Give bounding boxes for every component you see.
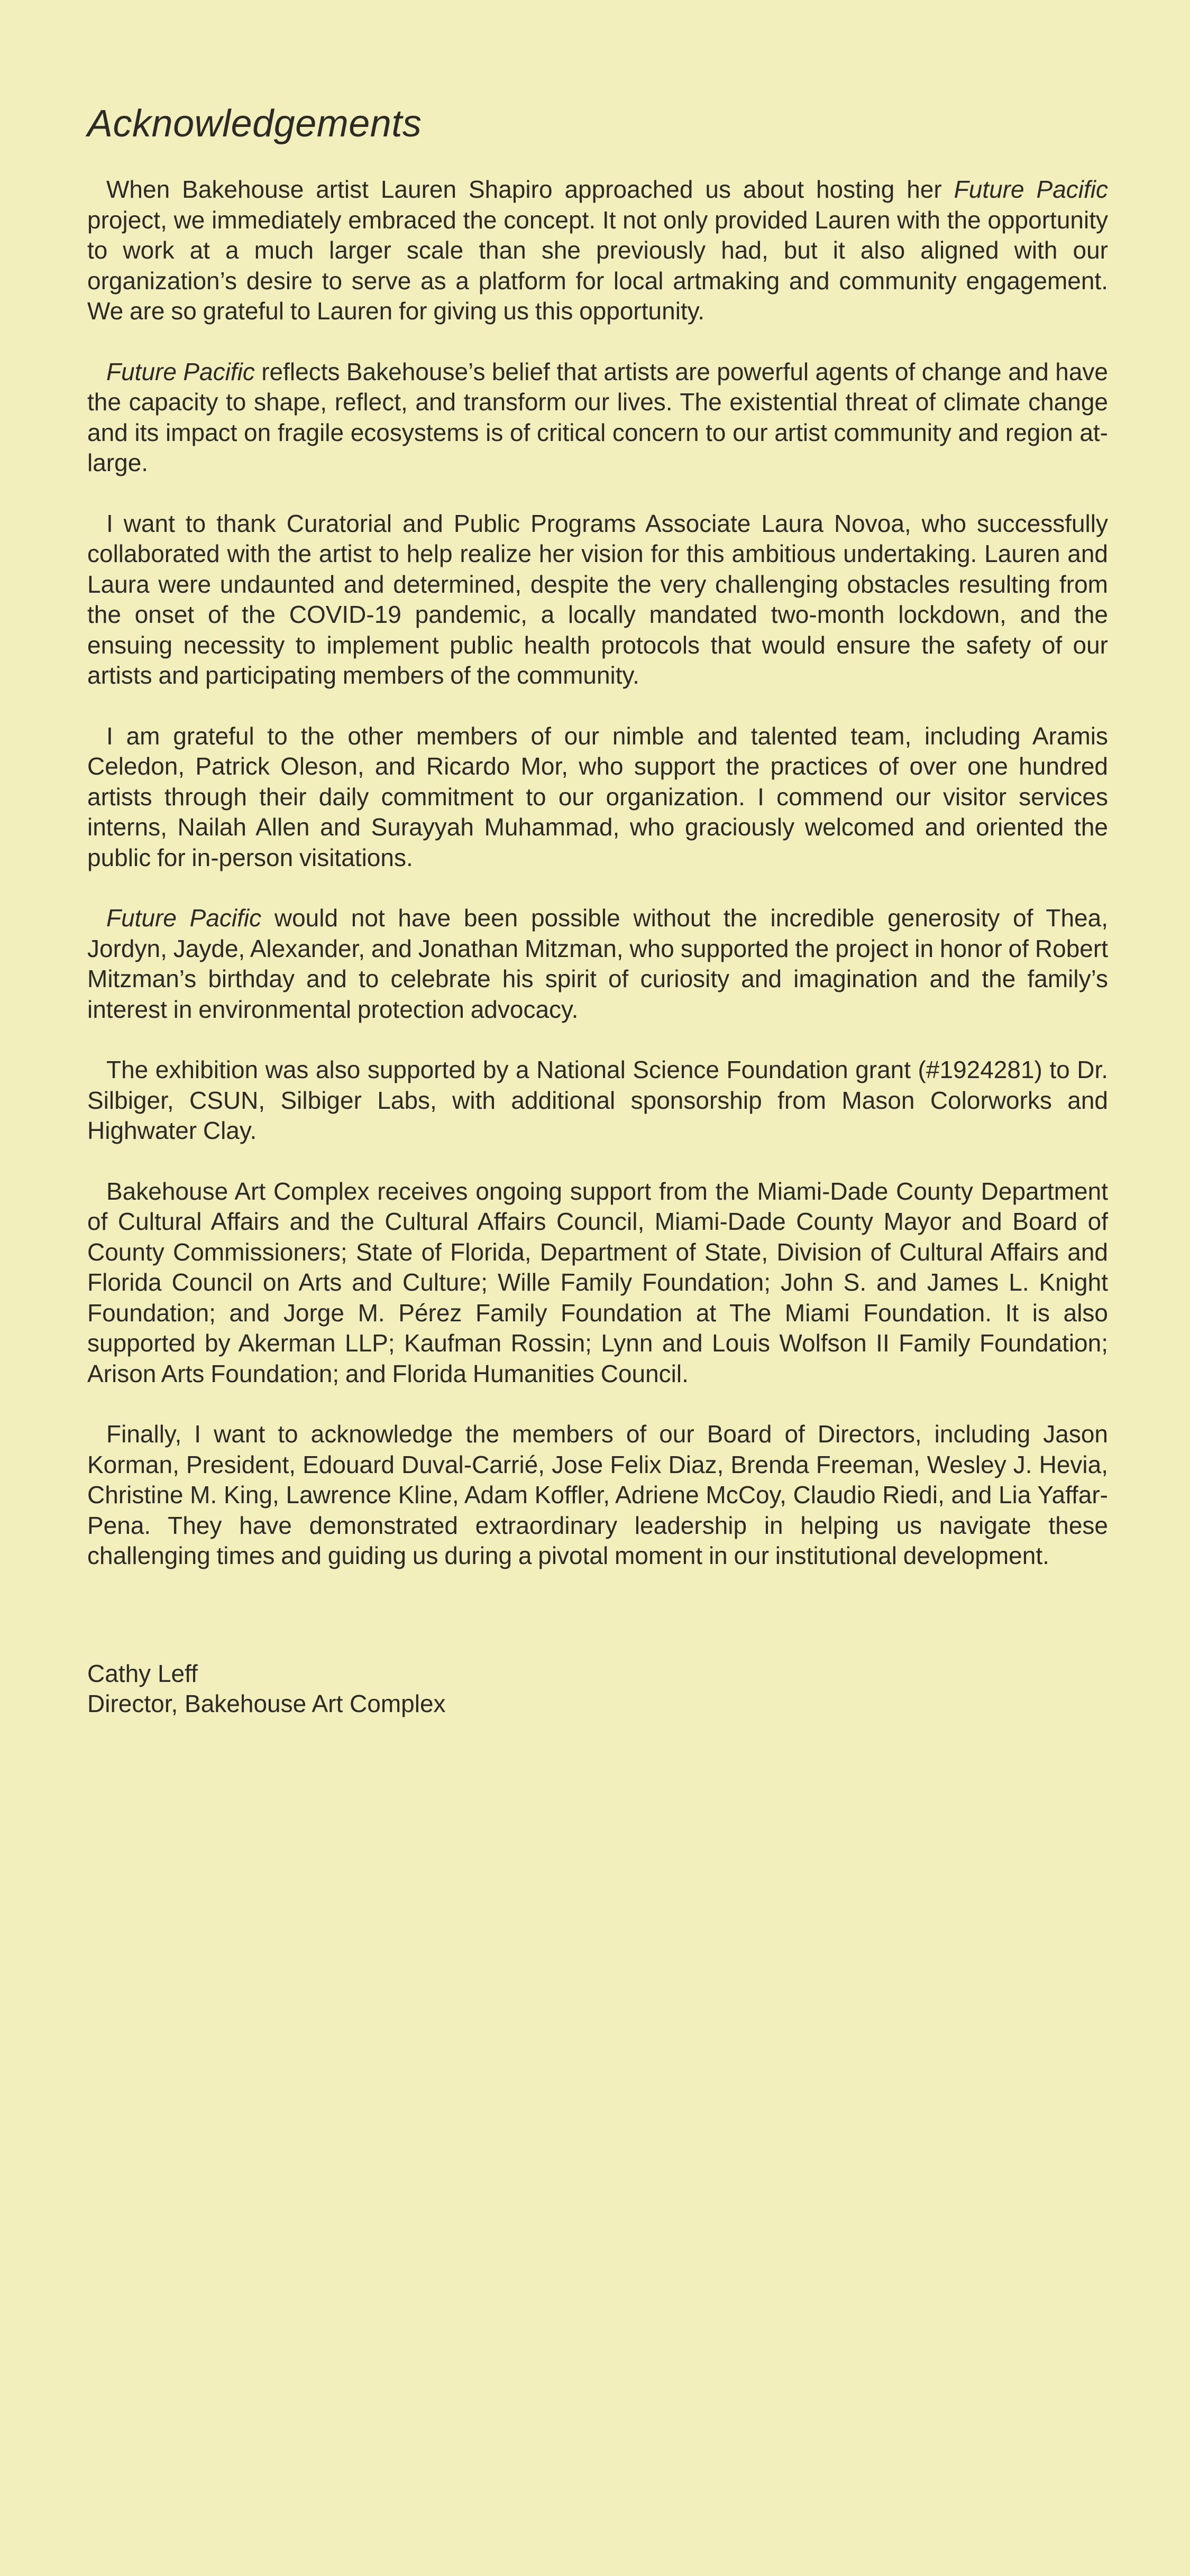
paragraph-3: I want to thank Curatorial and Public Programs Associate Laura Novoa, who successfully collaborated with the artist to help realize her vision for this ambitious undertaking. Lauren and Laura were undaunted and determined, despite the very challenging obstacles resulting from the onset of the COVID-19 pandemic, a locally mandated two-month lockdown, and the ensuing necessity to implement public health protocols that would ensure the safety of our artists and participating members of the community. xyxy=(87,509,1108,689)
paragraph-5: Future Pacific would not have been possible without the incredible generosity of Thea, Jordyn, Jayde, Alexander, and Jonathan Mitzman, who supported the project in honor of Robert Mitzman’s birthday and to celebrate his spirit of curiosity and imagination and the family’s interest in environmental protection advocacy. xyxy=(87,904,1108,1023)
project-title-italic: Future Pacific xyxy=(954,176,1109,203)
project-title-italic: Future Pacific xyxy=(106,357,255,385)
paragraph-6: The exhibition was also supported by a National Science Foundation grant (#1924281) to Dr. Silbiger, CSUN, Silbiger Labs, with additional sponsorship from Mason Colorworks and Highwater Clay. xyxy=(87,1056,1108,1144)
project-title-italic: Future Pacific xyxy=(106,904,262,932)
paragraph-7: Bakehouse Art Complex receives ongoing support from the Miami-Dade County Department of Cultural Affairs and the Cultural Affairs Council, Miami-Dade County Mayor and Board of County Commissioners; State of Florida, Department of State, Division of Cultural Affairs and Florida Council on Arts and Culture; Wille Family Foundation; John S. and James L. Knight Foundation; and Jorge M. Pérez Family Foundation at The Miami Foundation. It is also supported by Akerman LLP; Kaufman Rossin; Lynn and Louis Wolfson II Family Foundation; Arison Arts Foundation; and Florida Humanities Council. xyxy=(87,1177,1108,1387)
paragraph-1: When Bakehouse artist Lauren Shapiro approached us about hosting her Future Pacific project, we immediately embraced the concept. It not only provided Lauren with the opportunity to work at a much larger scale than she previously had, but it also aligned with our organization’s desire to serve as a platform for local artmaking and community engagement. We are so grateful to Lauren for giving us this opportunity. xyxy=(87,176,1109,325)
paragraph-2: Future Pacific reflects Bakehouse’s belief that artists are powerful agents of change and have the capacity to shape, reflect, and transform our lives. The existential threat of climate change and its impact on fragile ecosystems is of critical concern to our artist community and region at-large. xyxy=(87,357,1108,476)
page-title: Acknowledgements xyxy=(87,103,422,145)
paragraph-8: Finally, I want to acknowledge the members of our Board of Directors, including Jason Korman, President, Edouard Duval-Carrié, Jose Felix Diaz, Brenda Freeman, Wesley J. Hevia, Christine M. King, Lawrence Kline, Adam Koffler, Adriene McCoy, Claudio Riedi, and Lia Yaffar-Pena. They have demonstrated extraordinary leadership in helping us navigate these challenging times and guiding us during a pivotal moment in our institutional development. xyxy=(87,1420,1108,1569)
signature-name: Cathy Leff xyxy=(87,1659,198,1687)
document-body xyxy=(87,100,1108,1719)
paragraph-4: I am grateful to the other members of our nimble and talented team, including Aramis Celedon, Patrick Oleson, and Ricardo Mor, who support the practices of over one hundred artists through their daily commitment to our organization. I commend our visitor services interns, Nailah Allen and Surayyah Muhammad, who graciously welcomed and oriented the public for in-person visitations. xyxy=(87,722,1108,871)
signature-title: Director, Bakehouse Art Complex xyxy=(87,1690,446,1717)
signature-block xyxy=(87,1659,1108,1719)
